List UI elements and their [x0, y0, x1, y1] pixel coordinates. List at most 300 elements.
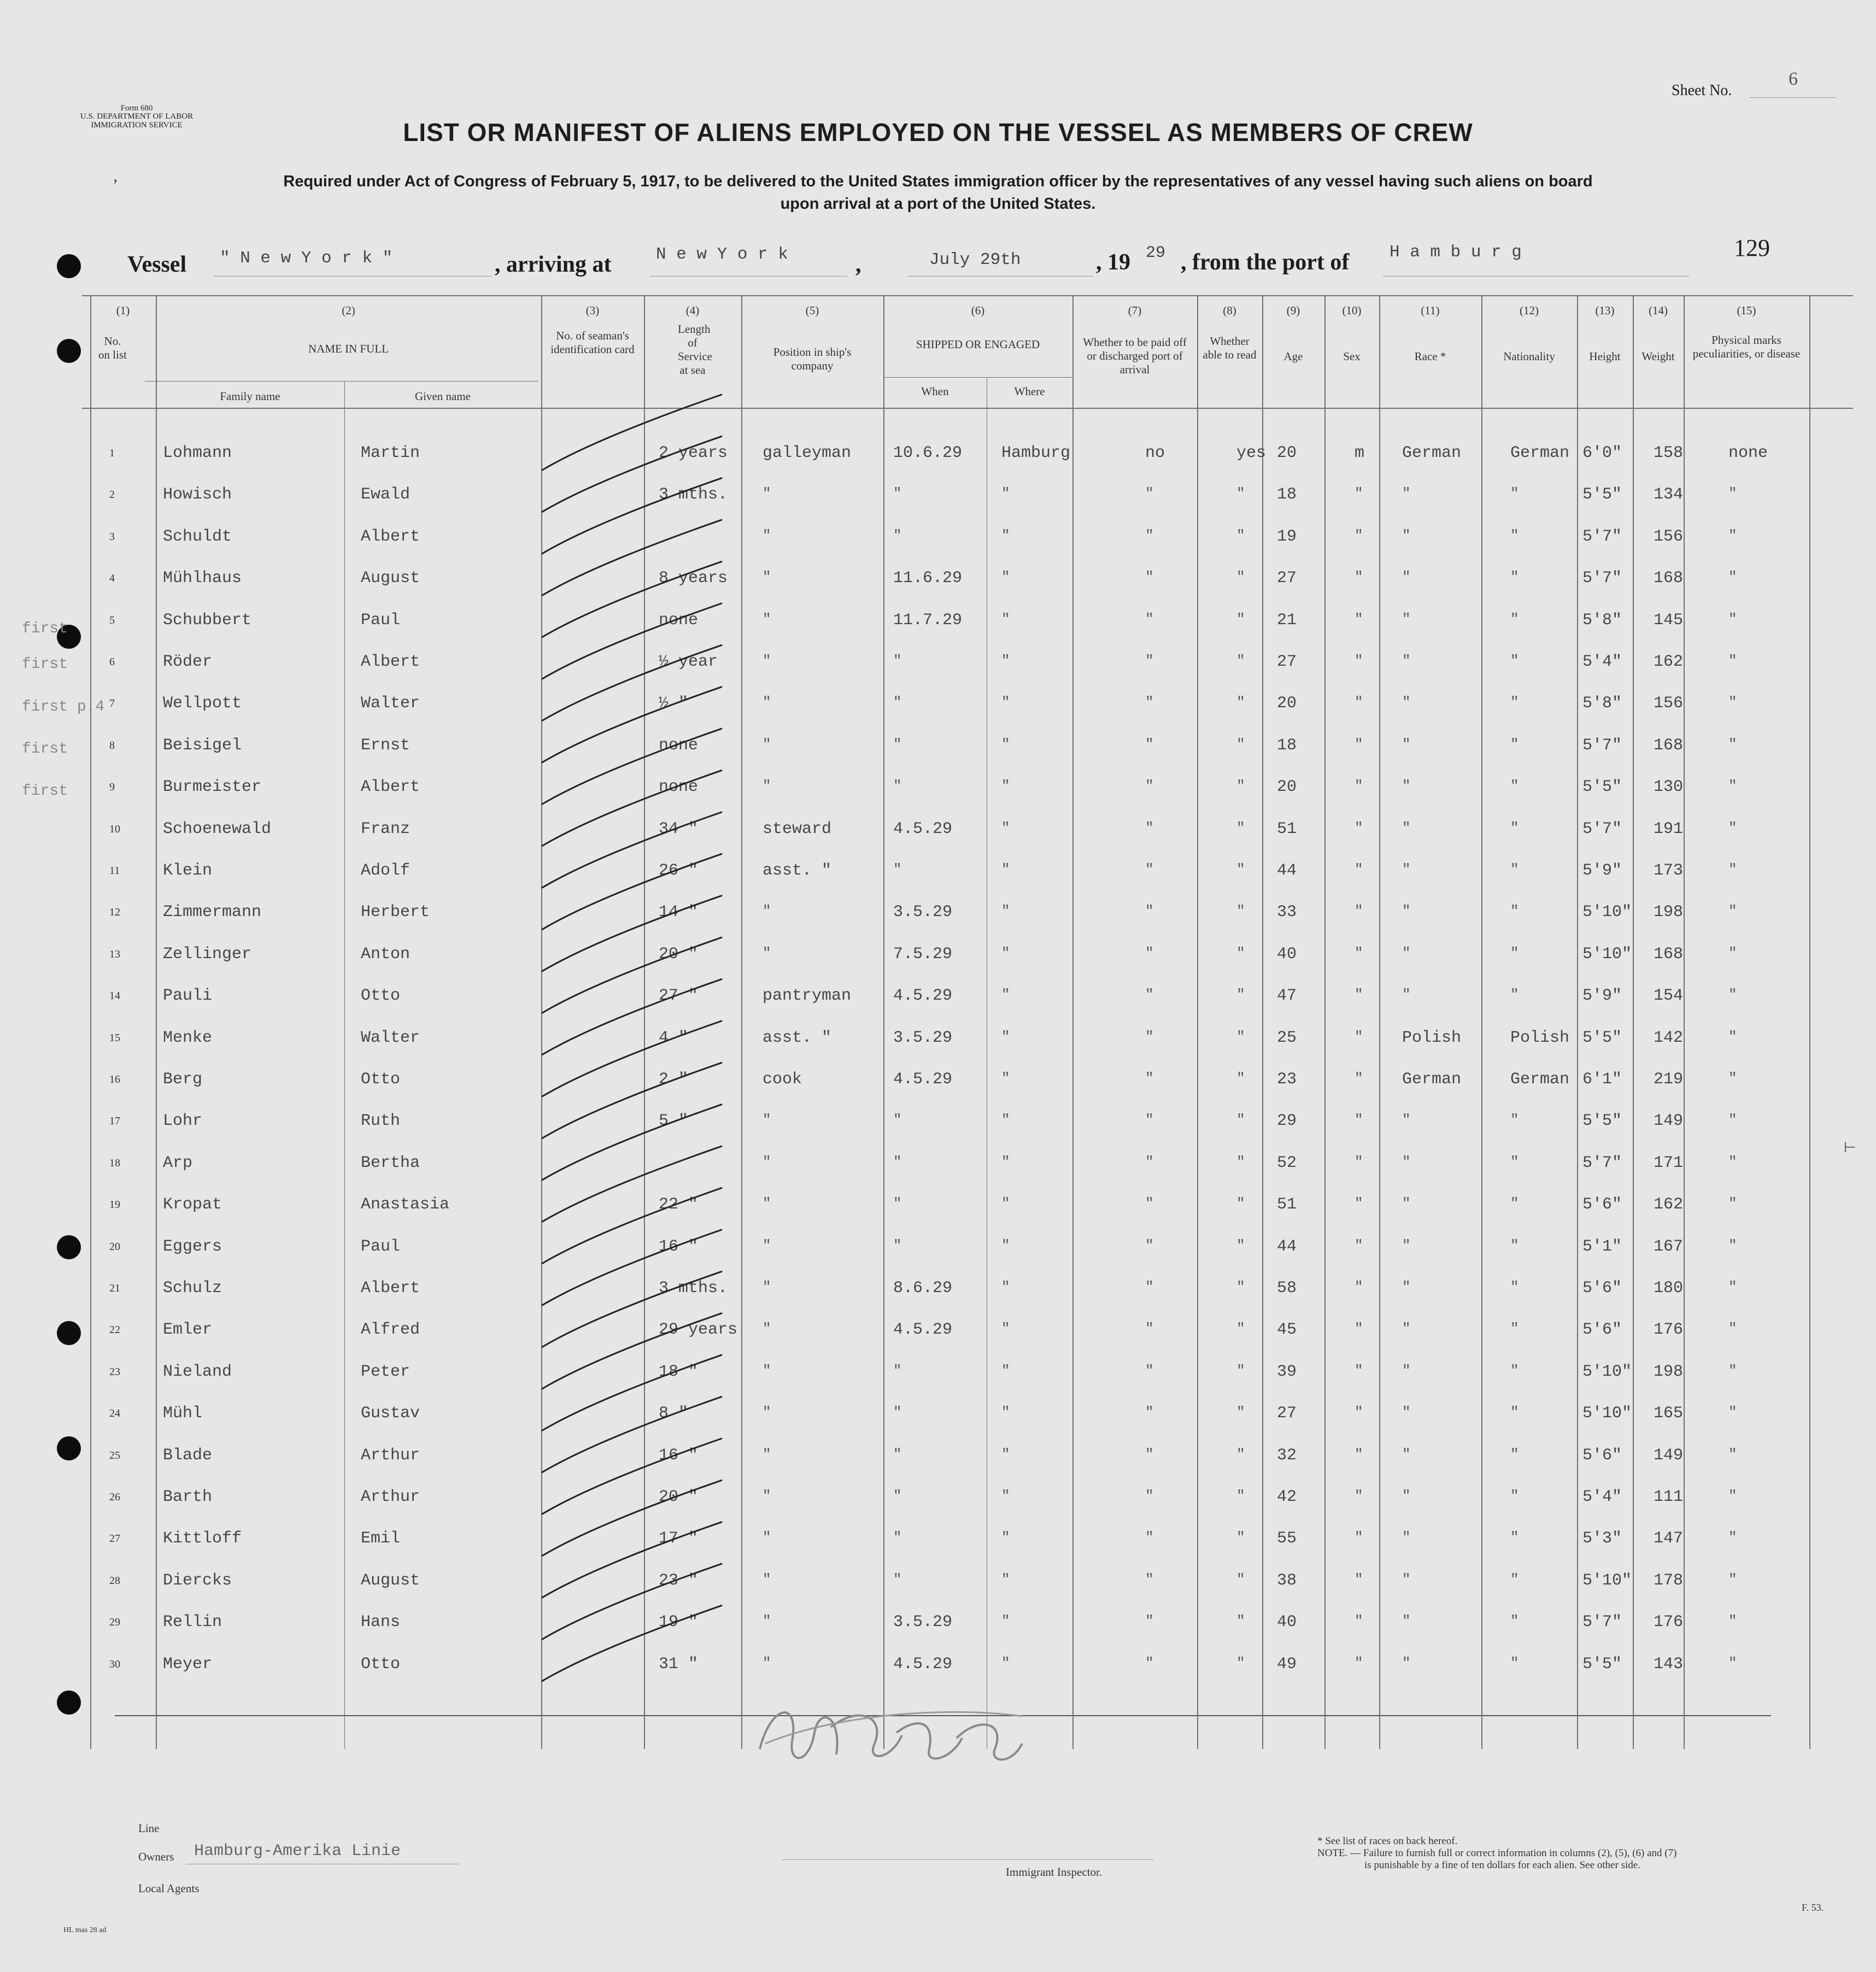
nationality-cell: " — [1510, 1529, 1519, 1546]
shipped-when-cell: 11.7.29 — [893, 611, 963, 630]
service-cell: 22 " — [659, 1195, 699, 1214]
col-10-header: Sex — [1343, 350, 1361, 363]
weight-cell: 171 — [1654, 1154, 1684, 1172]
service-cell: 20 " — [659, 945, 699, 964]
sex-cell: m — [1355, 444, 1365, 462]
sex-cell: " — [1355, 1320, 1363, 1337]
height-cell: 5'7" — [1582, 527, 1622, 546]
service-cell: 34 " — [659, 820, 699, 838]
weight-cell: 191 — [1654, 820, 1684, 838]
family-name-cell: Zellinger — [163, 945, 252, 964]
weight-cell: 156 — [1654, 694, 1684, 713]
col-line — [883, 295, 884, 1749]
family-name-cell: Schoenewald — [163, 820, 272, 838]
height-cell: 5'9" — [1582, 861, 1622, 880]
physical-marks-cell: " — [1728, 903, 1737, 919]
shipped-where-cell: " — [1001, 1279, 1010, 1295]
shipped-where-cell: " — [1001, 569, 1010, 585]
physical-marks-cell: " — [1728, 569, 1737, 585]
row-number: 13 — [109, 948, 120, 960]
sex-cell: " — [1355, 1070, 1363, 1087]
shipped-when-cell: " — [893, 485, 902, 502]
given-name-cell: Ruth — [361, 1112, 401, 1130]
shipped-where-cell: " — [1001, 611, 1010, 627]
paid-off-cell: " — [1145, 820, 1154, 836]
col-11-number: (11) — [1421, 304, 1440, 317]
height-cell: 5'10" — [1582, 1363, 1632, 1381]
physical-marks-cell: " — [1728, 1404, 1737, 1421]
height-cell: 5'8" — [1582, 694, 1622, 713]
given-name-cell: Peter — [361, 1363, 411, 1381]
weight-cell: 162 — [1654, 1195, 1684, 1214]
age-cell: 42 — [1277, 1488, 1297, 1506]
age-cell: 44 — [1277, 861, 1297, 880]
col-line — [1262, 295, 1263, 1749]
physical-marks-cell: " — [1728, 1529, 1737, 1546]
able-to-read-cell: " — [1236, 569, 1245, 585]
position-cell: " — [763, 1571, 771, 1588]
age-cell: 19 — [1277, 527, 1297, 546]
position-cell: " — [763, 1613, 771, 1629]
shipped-when-cell: " — [893, 694, 902, 711]
position-cell: " — [763, 1112, 771, 1128]
shipped-where-cell: " — [1001, 778, 1010, 794]
height-cell: 6'0" — [1582, 444, 1622, 462]
row-number: 11 — [109, 865, 120, 877]
nationality-cell: German — [1510, 444, 1570, 462]
shipped-where-cell: " — [1001, 1571, 1010, 1588]
when-header: When — [921, 385, 949, 398]
service-cell: ½ " — [659, 694, 689, 713]
race-cell: " — [1402, 485, 1411, 502]
col-6-number: (6) — [971, 304, 985, 317]
race-cell: " — [1402, 1112, 1411, 1128]
owners-value: Hamburg-Amerika Linie — [194, 1842, 401, 1861]
service-cell: 27 " — [659, 987, 699, 1005]
inspector-label: Immigrant Inspector. — [1006, 1865, 1103, 1879]
shipped-where-cell: " — [1001, 527, 1010, 544]
sex-cell: " — [1355, 1195, 1363, 1212]
race-cell: " — [1402, 1320, 1411, 1337]
given-name-cell: Gustav — [361, 1404, 420, 1423]
col-10-number: (10) — [1342, 304, 1362, 317]
shipped-where-cell: " — [1001, 1404, 1010, 1421]
paid-off-cell: " — [1145, 1446, 1154, 1463]
row-number: 3 — [109, 531, 115, 543]
shipped-where-cell: " — [1001, 1029, 1010, 1045]
given-name-cell: Paul — [361, 611, 401, 630]
age-cell: 23 — [1277, 1070, 1297, 1089]
position-cell: " — [763, 569, 771, 585]
nationality-cell: German — [1510, 1070, 1570, 1089]
weight-cell: 156 — [1654, 527, 1684, 546]
race-cell: " — [1402, 694, 1411, 711]
position-cell: " — [763, 611, 771, 627]
physical-marks-cell: " — [1728, 1195, 1737, 1212]
service-cell: 31 " — [659, 1655, 699, 1674]
age-cell: 51 — [1277, 1195, 1297, 1214]
service-cell: 2 " — [659, 1070, 689, 1089]
edge-tick: ⊢ — [1844, 1140, 1856, 1155]
sex-cell: " — [1355, 527, 1363, 544]
family-name-cell: Schulz — [163, 1279, 222, 1298]
given-name-cell: Bertha — [361, 1154, 420, 1172]
physical-marks-cell: " — [1728, 694, 1737, 711]
margin-note: first — [22, 656, 68, 673]
margin-note: first p.4 — [22, 699, 105, 715]
shipped-when-cell: 4.5.29 — [893, 1070, 953, 1089]
arrival-date: July 29th — [929, 250, 1021, 269]
age-cell: 33 — [1277, 903, 1297, 922]
row-number: 28 — [109, 1575, 120, 1587]
height-cell: 5'7" — [1582, 569, 1622, 588]
shipped-when-cell: 4.5.29 — [893, 820, 953, 838]
position-cell: " — [763, 1655, 771, 1671]
age-cell: 40 — [1277, 945, 1297, 964]
position-cell: " — [763, 778, 771, 794]
sex-cell: " — [1355, 903, 1363, 919]
race-cell: " — [1402, 527, 1411, 544]
given-name-cell: Anton — [361, 945, 411, 964]
shipped-when-cell: 4.5.29 — [893, 1320, 953, 1339]
sex-cell: " — [1355, 1446, 1363, 1463]
col-5-number: (5) — [805, 304, 819, 317]
col-line — [1072, 295, 1074, 1749]
service-cell: 17 " — [659, 1529, 699, 1548]
shipped-when-cell: " — [893, 1112, 902, 1128]
sex-cell: " — [1355, 1613, 1363, 1629]
shipped-where-cell: " — [1001, 736, 1010, 753]
given-name-cell: Martin — [361, 444, 420, 462]
sex-cell: " — [1355, 1112, 1363, 1128]
nationality-cell: Polish — [1510, 1029, 1570, 1047]
nationality-cell: " — [1510, 1195, 1519, 1212]
col-8-number: (8) — [1223, 304, 1236, 317]
given-name-cell: Albert — [361, 527, 420, 546]
paid-off-cell: " — [1145, 778, 1154, 794]
nationality-cell: " — [1510, 653, 1519, 669]
nationality-cell: " — [1510, 569, 1519, 585]
height-cell: 5'10" — [1582, 903, 1632, 922]
family-name-cell: Lohr — [163, 1112, 203, 1130]
age-cell: 29 — [1277, 1112, 1297, 1130]
form-number: Form 680 — [120, 104, 153, 113]
position-cell: galleyman — [763, 444, 852, 462]
race-cell: " — [1402, 1613, 1411, 1629]
physical-marks-cell: " — [1728, 820, 1737, 836]
physical-marks-cell: " — [1728, 1571, 1737, 1588]
nationality-cell: " — [1510, 1237, 1519, 1254]
paid-off-cell: " — [1145, 1320, 1154, 1337]
col-9-number: (9) — [1286, 304, 1300, 317]
nationality-cell: " — [1510, 1112, 1519, 1128]
family-name-cell: Blade — [163, 1446, 213, 1465]
race-cell: " — [1402, 1571, 1411, 1588]
physical-marks-cell: " — [1728, 945, 1737, 961]
nationality-cell: " — [1510, 1446, 1519, 1463]
able-to-read-cell: " — [1236, 736, 1245, 753]
position-cell: " — [763, 1195, 771, 1212]
age-cell: 58 — [1277, 1279, 1297, 1298]
shipped-where-cell: " — [1001, 1488, 1010, 1504]
service-cell: none — [659, 611, 699, 630]
service-cell: 23 " — [659, 1571, 699, 1590]
height-cell: 5'10" — [1582, 945, 1632, 964]
race-cell: " — [1402, 903, 1411, 919]
col-7-number: (7) — [1128, 304, 1142, 317]
where-header: Where — [1014, 385, 1045, 398]
col-line — [156, 295, 157, 1749]
weight-cell: 162 — [1654, 653, 1684, 671]
from-port-line — [1383, 276, 1689, 277]
position-cell: " — [763, 653, 771, 669]
weight-cell: 173 — [1654, 861, 1684, 880]
weight-cell: 130 — [1654, 778, 1684, 796]
col-2-header: NAME IN FULL — [308, 342, 389, 355]
punch-hole — [57, 1691, 81, 1715]
age-cell: 44 — [1277, 1237, 1297, 1256]
shipped-where-cell: " — [1001, 653, 1010, 669]
shipped-when-cell: " — [893, 1404, 902, 1421]
given-name-cell: Otto — [361, 1655, 401, 1674]
able-to-read-cell: " — [1236, 1029, 1245, 1045]
race-cell: Polish — [1402, 1029, 1462, 1047]
family-name-cell: Barth — [163, 1488, 213, 1506]
sex-cell: " — [1355, 1363, 1363, 1379]
age-cell: 20 — [1277, 444, 1297, 462]
position-cell: cook — [763, 1070, 802, 1089]
row-number: 15 — [109, 1032, 120, 1044]
row-number: 22 — [109, 1324, 120, 1336]
height-cell: 5'7" — [1582, 820, 1622, 838]
shipped-when-cell: " — [893, 1529, 902, 1546]
height-cell: 5'5" — [1582, 485, 1622, 504]
physical-marks-cell: " — [1728, 1154, 1737, 1170]
service-cell: 14 " — [659, 903, 699, 922]
shipped-where-cell: " — [1001, 1112, 1010, 1128]
sex-cell: " — [1355, 820, 1363, 836]
able-to-read-cell: " — [1236, 778, 1245, 794]
race-cell: " — [1402, 1363, 1411, 1379]
sex-cell: " — [1355, 987, 1363, 1003]
row-number: 9 — [109, 781, 115, 793]
able-to-read-cell: " — [1236, 987, 1245, 1003]
shipped-when-cell: " — [893, 861, 902, 878]
nationality-cell: " — [1510, 861, 1519, 878]
sex-cell: " — [1355, 1404, 1363, 1421]
row-number: 26 — [109, 1491, 120, 1503]
given-name-cell: Arthur — [361, 1446, 420, 1465]
family-name-cell: Diercks — [163, 1571, 232, 1590]
row-number: 19 — [109, 1199, 120, 1211]
paid-off-cell: " — [1145, 1488, 1154, 1504]
shipped-when-cell: " — [893, 1195, 902, 1212]
from-port-label: , from the port of — [1181, 250, 1350, 275]
col-2-number: (2) — [342, 304, 355, 317]
height-cell: 5'6" — [1582, 1446, 1622, 1465]
shipped-when-cell: " — [893, 1488, 902, 1504]
height-cell: 5'7" — [1582, 1613, 1622, 1631]
shipped-when-cell: 7.5.29 — [893, 945, 953, 964]
vessel-name-line — [213, 276, 492, 277]
weight-cell: 154 — [1654, 987, 1684, 1005]
family-name-cell: Pauli — [163, 987, 213, 1005]
weight-cell: 168 — [1654, 945, 1684, 964]
col-line — [344, 381, 345, 1749]
shipped-where-cell: " — [1001, 1070, 1010, 1087]
race-cell: " — [1402, 861, 1411, 878]
race-cell: " — [1402, 736, 1411, 753]
col-line — [1481, 295, 1482, 1749]
nationality-cell: " — [1510, 1488, 1519, 1504]
able-to-read-cell: " — [1236, 1529, 1245, 1546]
able-to-read-cell: " — [1236, 1237, 1245, 1254]
comma: , — [855, 252, 861, 277]
able-to-read-cell: " — [1236, 1363, 1245, 1379]
family-name-cell: Kittloff — [163, 1529, 242, 1548]
service-cell: 16 " — [659, 1237, 699, 1256]
nationality-cell: " — [1510, 1655, 1519, 1671]
shipped-when-cell: " — [893, 1154, 902, 1170]
shipped-where-cell: " — [1001, 1613, 1010, 1629]
arriving-label: , arriving at — [495, 252, 612, 277]
row-number: 7 — [109, 697, 115, 709]
physical-marks-cell: " — [1728, 861, 1737, 878]
col-8-header: Whether able to read — [1203, 334, 1257, 361]
position-cell: " — [763, 1488, 771, 1504]
shipped-when-cell: " — [893, 1446, 902, 1463]
nationality-cell: " — [1510, 1363, 1519, 1379]
height-cell: 5'5" — [1582, 1112, 1622, 1130]
id-check-stroke — [542, 1105, 722, 1180]
col-15-header: Physical marks peculiarities, or disease — [1692, 333, 1801, 360]
col-line — [1197, 295, 1198, 1749]
family-name-cell: Schubbert — [163, 611, 252, 630]
service-cell: ½ year — [659, 653, 718, 671]
age-cell: 52 — [1277, 1154, 1297, 1172]
paid-off-cell: " — [1145, 1613, 1154, 1629]
col-1-header: No. on list — [98, 334, 127, 361]
age-cell: 45 — [1277, 1320, 1297, 1339]
height-cell: 5'6" — [1582, 1279, 1622, 1298]
paid-off-cell: " — [1145, 945, 1154, 961]
age-cell: 25 — [1277, 1029, 1297, 1047]
family-name-header: Family name — [220, 390, 280, 403]
family-name-cell: Mühlhaus — [163, 569, 242, 588]
vessel-label: Vessel — [127, 252, 187, 277]
given-name-cell: Hans — [361, 1613, 401, 1631]
shipped-where-cell: " — [1001, 903, 1010, 919]
height-cell: 5'8" — [1582, 611, 1622, 630]
col-9-header: Age — [1283, 350, 1303, 363]
physical-marks-cell: " — [1728, 1488, 1737, 1504]
shipped-when-cell: " — [893, 1571, 902, 1588]
service-cell: 3 mths. — [659, 485, 728, 504]
fine-note-line-2: is punishable by a fine of ten dollars for each alien. See other side. — [1364, 1859, 1640, 1871]
year-prefix: , 19 — [1096, 250, 1130, 275]
able-to-read-cell: " — [1236, 903, 1245, 919]
nationality-cell: " — [1510, 1279, 1519, 1295]
nationality-cell: " — [1510, 903, 1519, 919]
row-number: 6 — [109, 656, 115, 668]
height-cell: 5'4" — [1582, 653, 1622, 671]
row-number: 17 — [109, 1115, 120, 1127]
position-cell: " — [763, 1279, 771, 1295]
family-name-cell: Mühl — [163, 1404, 203, 1423]
height-cell: 5'10" — [1582, 1571, 1632, 1590]
row-number: 18 — [109, 1157, 120, 1169]
race-cell: German — [1402, 1070, 1462, 1089]
position-cell: " — [763, 694, 771, 711]
header-bottom-border — [82, 408, 1853, 409]
paid-off-cell: " — [1145, 1655, 1154, 1671]
family-name-cell: Rellin — [163, 1613, 222, 1631]
nationality-cell: " — [1510, 1571, 1519, 1588]
given-name-cell: Walter — [361, 694, 420, 713]
service-cell: 16 " — [659, 1446, 699, 1465]
weight-cell: 143 — [1654, 1655, 1684, 1674]
given-name-cell: August — [361, 569, 420, 588]
nationality-cell: " — [1510, 736, 1519, 753]
id-check-stroke — [542, 1063, 722, 1138]
nationality-cell: " — [1510, 485, 1519, 502]
physical-marks-cell: " — [1728, 1279, 1737, 1295]
age-cell: 55 — [1277, 1529, 1297, 1548]
shipped-when-cell: 3.5.29 — [893, 903, 953, 922]
year-suffix: 29 — [1146, 244, 1166, 262]
able-to-read-cell: " — [1236, 1655, 1245, 1671]
weight-cell: 168 — [1654, 569, 1684, 588]
form-f53: F. 53. — [1802, 1902, 1824, 1913]
nationality-cell: " — [1510, 778, 1519, 794]
weight-cell: 149 — [1654, 1112, 1684, 1130]
paid-off-cell: " — [1145, 987, 1154, 1003]
service-cell: 4 " — [659, 1029, 689, 1047]
sex-cell: " — [1355, 653, 1363, 669]
sex-cell: " — [1355, 1154, 1363, 1170]
given-name-cell: Adolf — [361, 861, 411, 880]
weight-cell: 178 — [1654, 1571, 1684, 1590]
able-to-read-cell: " — [1236, 485, 1245, 502]
age-cell: 21 — [1277, 611, 1297, 630]
col-12-number: (12) — [1520, 304, 1539, 317]
physical-marks-cell: " — [1728, 1237, 1737, 1254]
position-cell: " — [763, 1237, 771, 1254]
weight-cell: 165 — [1654, 1404, 1684, 1423]
position-cell: pantryman — [763, 987, 852, 1005]
row-number: 14 — [109, 990, 120, 1002]
weight-cell: 176 — [1654, 1613, 1684, 1631]
from-port: H a m b u r g — [1390, 243, 1522, 262]
shipped-where-cell: " — [1001, 861, 1010, 878]
family-name-cell: Arp — [163, 1154, 193, 1172]
age-cell: 49 — [1277, 1655, 1297, 1674]
race-cell: " — [1402, 569, 1411, 585]
sex-cell: " — [1355, 945, 1363, 961]
race-cell: " — [1402, 1446, 1411, 1463]
hl-code: HL mas 28 ad — [63, 1926, 107, 1934]
position-cell: " — [763, 485, 771, 502]
age-cell: 27 — [1277, 569, 1297, 588]
physical-marks-cell: " — [1728, 1446, 1737, 1463]
race-cell: " — [1402, 945, 1411, 961]
physical-marks-cell: " — [1728, 1613, 1737, 1629]
family-name-cell: Beisigel — [163, 736, 242, 755]
able-to-read-cell: " — [1236, 945, 1245, 961]
paid-off-cell: " — [1145, 1195, 1154, 1212]
paid-off-cell: " — [1145, 861, 1154, 878]
age-cell: 47 — [1277, 987, 1297, 1005]
